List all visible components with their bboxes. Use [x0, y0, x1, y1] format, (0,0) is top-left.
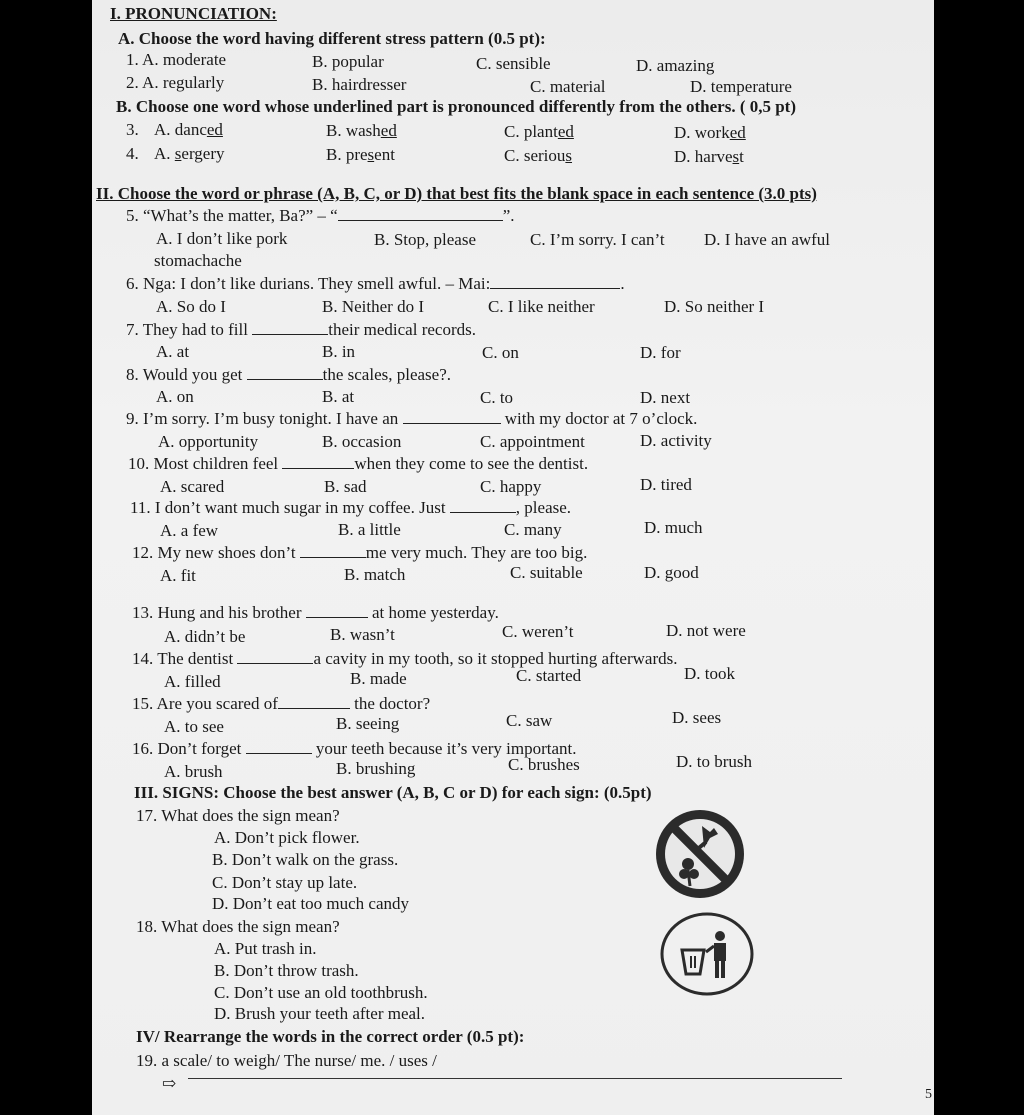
q9-option-b: B. occasion: [322, 432, 402, 451]
q12-option-d: D. good: [644, 563, 699, 582]
section-pronunciation-title: I. PRONUNCIATION:: [110, 4, 277, 23]
q12-option-b: B. match: [344, 565, 406, 584]
q15-stem: 15. Are you scared of the doctor?: [132, 694, 431, 713]
q19-stem: 19. a scale/ to weigh/ The nurse/ me. / uses /: [136, 1051, 437, 1070]
q10-option-c: C. happy: [480, 477, 542, 496]
q2-option-b: B. hairdresser: [312, 75, 407, 94]
q3-number: 3.: [126, 120, 139, 139]
q17-stem: 17. What does the sign mean?: [136, 806, 340, 825]
q11-option-a: A. a few: [160, 521, 219, 540]
q7-option-a: A. at: [156, 342, 190, 361]
q17-option-a: A. Don’t pick flower.: [214, 828, 360, 847]
q12-option-c: C. suitable: [510, 563, 583, 582]
q1-option-c: C. sensible: [476, 54, 551, 73]
q18-option-c: C. Don’t use an old toothbrush.: [214, 983, 428, 1002]
q8-stem: 8. Would you get the scales, please?.: [126, 365, 452, 384]
q10-option-d: D. tired: [640, 475, 692, 494]
q18-option-b: B. Don’t throw trash.: [214, 961, 359, 980]
q7-option-d: D. for: [640, 343, 681, 362]
q8-option-c: C. to: [480, 388, 514, 407]
q13-option-b: B. wasn’t: [330, 625, 395, 644]
q5-option-c: C. I’m sorry. I can’t: [530, 230, 665, 249]
q6-option-b: B. Neither do I: [322, 297, 424, 316]
q11-option-b: B. a little: [338, 520, 401, 539]
section-1b-instruction: B. Choose one word whose underlined part is pronounced differently from the others. ( 0,5 pt): [116, 97, 797, 116]
q5-option-b: B. Stop, please: [374, 230, 476, 249]
q1-option-d: D. amazing: [636, 56, 715, 75]
q18-option-d: D. Brush your teeth after meal.: [214, 1004, 426, 1023]
exam-sheet: [92, 0, 934, 1115]
section-3-instruction: III. SIGNS: Choose the best answer (A, B, C or D) for each sign: (0.5pt): [134, 783, 652, 802]
q2-option-d: D. temperature: [690, 77, 792, 96]
q5-stem: 5. “What’s the matter, Ba?” – “ ”.: [126, 206, 515, 225]
q3-option-b: B. washed: [326, 121, 397, 140]
q13-option-a: A. didn’t be: [164, 627, 246, 646]
q15-option-b: B. seeing: [336, 714, 400, 733]
q16-stem: 16. Don’t forget your teeth because it’s very important.: [132, 739, 577, 758]
q9-option-a: A. opportunity: [158, 432, 259, 451]
q8-option-d: D. next: [640, 388, 691, 407]
q9-option-d: D. activity: [640, 431, 712, 450]
q7-option-c: C. on: [482, 343, 519, 362]
q3-option-d: D. worked: [674, 123, 746, 142]
q1-option-b: B. popular: [312, 52, 384, 71]
q14-stem: 14. The dentist a cavity in my tooth, so it stopped hurting afterwards.: [132, 649, 678, 668]
q11-option-c: C. many: [504, 520, 562, 539]
q17-option-d: D. Don’t eat too much candy: [212, 894, 410, 913]
q10-option-b: B. sad: [324, 477, 367, 496]
q17-option-b: B. Don’t walk on the grass.: [212, 850, 399, 869]
q13-option-c: C. weren’t: [502, 622, 574, 641]
q9-stem: 9. I’m sorry. I’m busy tonight. I have an with my doctor at 7 o’clock.: [126, 409, 698, 428]
q17-option-c: C. Don’t stay up late.: [212, 873, 358, 892]
no-picking-flowers-icon: [654, 808, 746, 900]
q4-option-a: A. sergery: [154, 144, 225, 163]
q8-option-a: A. on: [156, 387, 194, 406]
q16-option-a: A. brush: [164, 762, 223, 781]
q16-option-c: C. brushes: [508, 755, 580, 774]
q6-option-c: C. I like neither: [488, 297, 595, 316]
q15-option-a: A. to see: [164, 717, 224, 736]
section-2-instruction: II. Choose the word or phrase (A, B, C, or D) that best fits the blank space in each sentence (3.0 pts): [96, 184, 817, 203]
q10-option-a: A. scared: [160, 477, 225, 496]
q14-option-a: A. filled: [164, 672, 221, 691]
q4-number: 4.: [126, 144, 139, 163]
q14-option-d: D. took: [684, 664, 735, 683]
q7-option-b: B. in: [322, 342, 356, 361]
trash-bin-icon: [660, 912, 754, 996]
q11-stem: 11. I don’t want much sugar in my coffee. Just , please.: [130, 498, 572, 517]
section-4-instruction: IV/ Rearrange the words in the correct order (0.5 pt):: [136, 1027, 525, 1046]
q11-option-d: D. much: [644, 518, 703, 537]
q5-option-d-continued: stomachache: [154, 251, 242, 270]
page-number: 5: [925, 1087, 932, 1102]
q14-option-c: C. started: [516, 666, 582, 685]
q6-option-d: D. So neither I: [664, 297, 765, 316]
q14-option-b: B. made: [350, 669, 407, 688]
q12-stem: 12. My new shoes don’t me very much. They are too big.: [132, 543, 588, 562]
q16-option-b: B. brushing: [336, 759, 416, 778]
q9-option-c: C. appointment: [480, 432, 585, 451]
q18-stem: 18. What does the sign mean?: [136, 917, 340, 936]
q1-option-a: 1. A. moderate: [126, 50, 227, 69]
q6-stem: 6. Nga: I don’t like durians. They smell awful. – Mai: .: [126, 274, 625, 293]
q16-option-d: D. to brush: [676, 752, 753, 771]
q3-option-c: C. planted: [504, 122, 574, 141]
q4-option-b: B. present: [326, 145, 395, 164]
q18-option-a: A. Put trash in.: [214, 939, 317, 958]
answer-line: [188, 1078, 842, 1079]
q13-option-d: D. not were: [666, 621, 746, 640]
q15-option-d: D. sees: [672, 708, 722, 727]
q4-option-d: D. harvest: [674, 147, 744, 166]
q13-stem: 13. Hung and his brother at home yesterday.: [132, 603, 499, 622]
answer-arrow-icon: ⇨: [162, 1074, 177, 1093]
q7-stem: 7. They had to fill their medical records.: [126, 320, 476, 339]
q12-option-a: A. fit: [160, 566, 196, 585]
q8-option-b: B. at: [322, 387, 355, 406]
q5-option-a: A. I don’t like pork: [156, 229, 288, 248]
q2-option-a: 2. A. regularly: [126, 73, 225, 92]
q3-option-a: A. danced: [154, 120, 223, 139]
q4-option-c: C. serious: [504, 146, 573, 165]
q5-option-d: D. I have an awful: [704, 230, 831, 249]
q2-option-c: C. material: [530, 77, 606, 96]
q6-option-a: A. So do I: [156, 297, 226, 316]
q10-stem: 10. Most children feel when they come to see the dentist.: [128, 454, 589, 473]
q15-option-c: C. saw: [506, 711, 553, 730]
section-1a-instruction: A. Choose the word having different stress pattern (0.5 pt):: [118, 29, 546, 48]
